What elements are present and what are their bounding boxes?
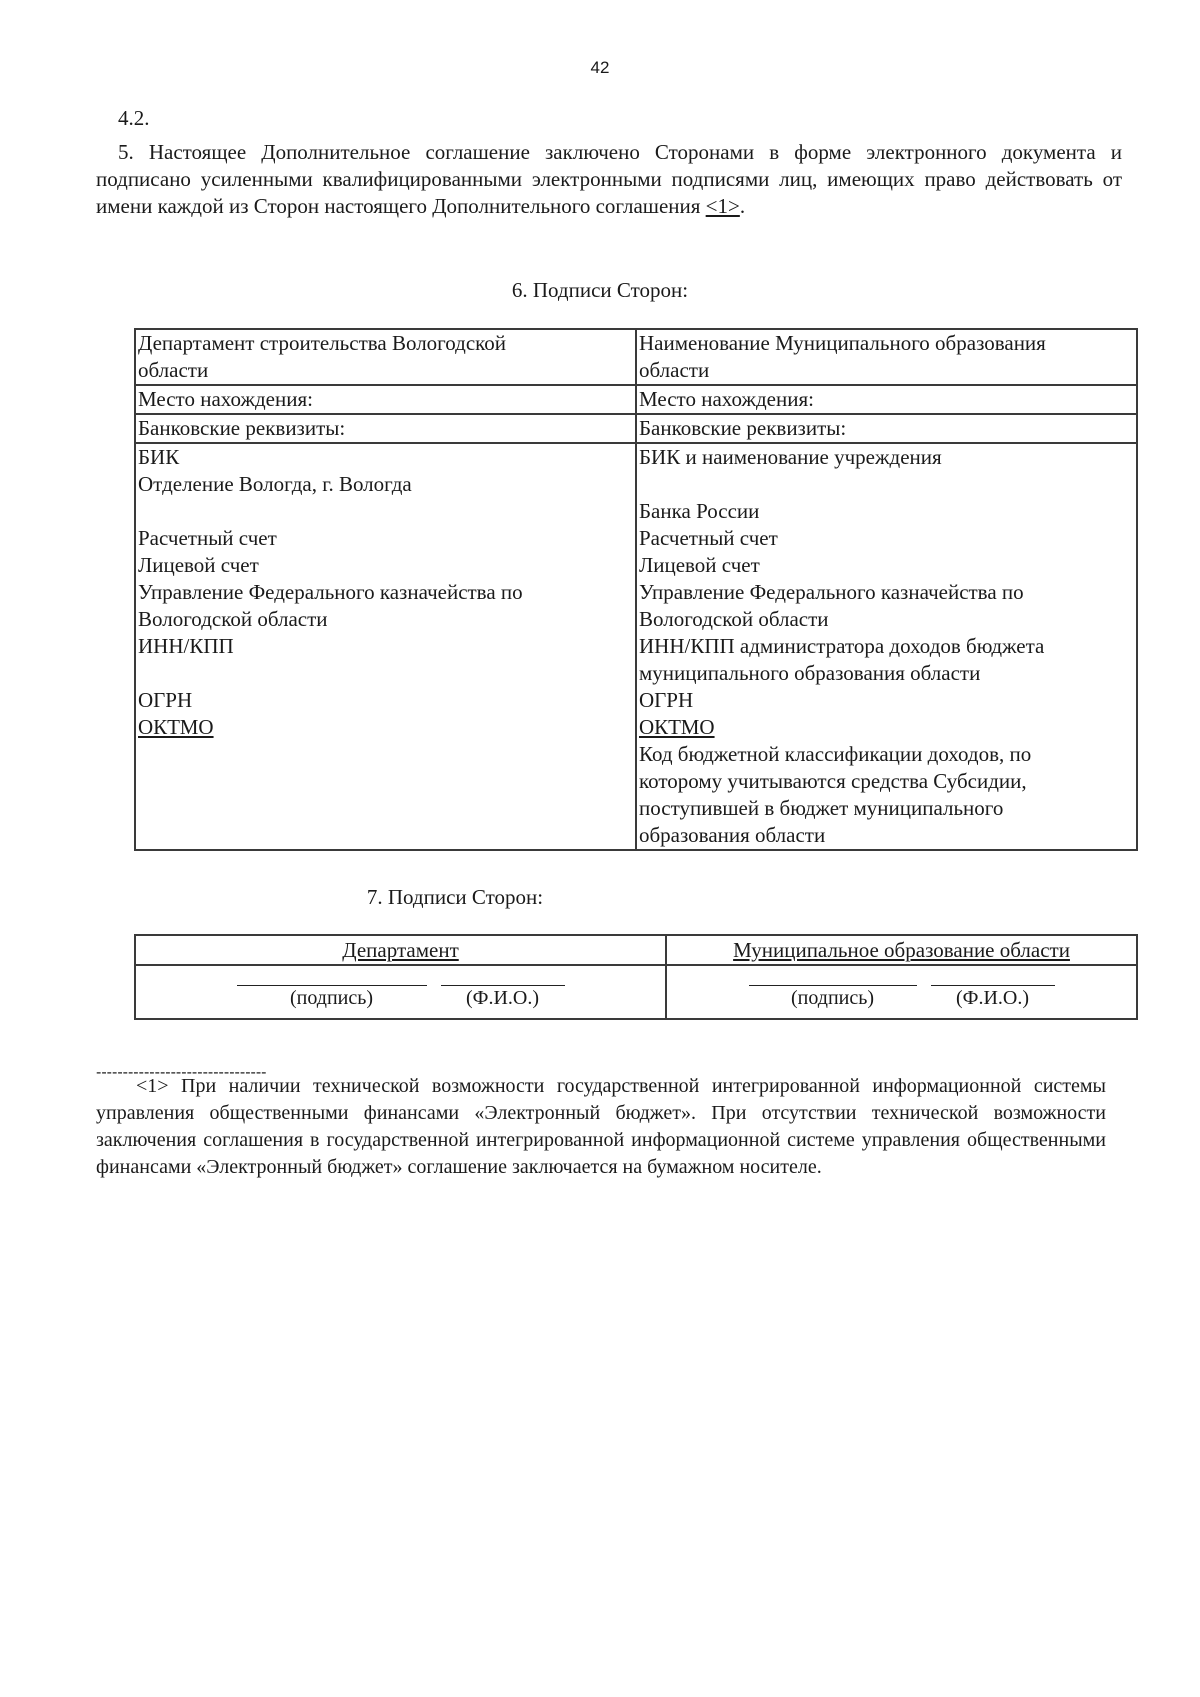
municipality-signature-header <box>666 935 1137 965</box>
department-location-cell: Место нахождения: <box>135 385 636 414</box>
department-name-line2: области <box>138 358 209 382</box>
department-bank-header-cell: Банковские реквизиты: <box>135 414 636 443</box>
signature-caption: (подпись) <box>290 986 374 1009</box>
municipality-name-cell <box>636 329 1137 385</box>
party-details-table <box>134 328 1138 851</box>
clause-5-paragraph <box>96 139 1122 220</box>
department-oktmo-line: ОКТМО <box>138 715 214 739</box>
signatures-header-row <box>135 935 1137 965</box>
bank-header-row <box>135 414 1137 443</box>
department-detail-line: Отделение Вологда, г. Вологда <box>138 472 412 496</box>
department-detail-line: ОГРН <box>138 688 193 712</box>
municipality-signature-field[interactable] <box>749 985 917 1010</box>
footnote-text: <1> При наличии технической возможности государственной интегрированной информационной системы управления общественными финансами «Электронный бюджет». При отсутствии технической возможности заключения соглашения в государственной интегрированной информационной системе управления общественными финансами «Электронный бюджет» соглашение заключается на бумажном носителе. <box>96 1075 1106 1178</box>
footnote-separator: -------------------------------- <box>96 1064 267 1081</box>
department-name-line1: Департамент строительства Вологодской <box>138 331 507 355</box>
department-detail-line <box>138 660 633 687</box>
department-signature-field[interactable] <box>237 985 427 1010</box>
municipality-name-line2: области <box>639 358 710 382</box>
municipality-detail-line <box>639 471 1134 498</box>
municipality-detail-line: Управление Федерального казначейства по <box>639 580 1024 604</box>
municipality-location-cell: Место нахождения: <box>636 385 1137 414</box>
department-detail-line: Вологодской области <box>138 607 328 631</box>
department-detail-line: ИНН/КПП <box>138 634 234 658</box>
municipality-bank-details-cell <box>636 443 1137 850</box>
municipality-detail-line: ОГРН <box>639 688 694 712</box>
department-signature-cell <box>135 965 666 1019</box>
signatures-row <box>135 965 1137 1019</box>
section-6-title: 6. Подписи Сторон: <box>511 278 689 302</box>
municipality-signature-cell <box>666 965 1137 1019</box>
footnote-reference-link[interactable]: <1> <box>705 194 740 218</box>
party-name-row <box>135 329 1137 385</box>
department-bank-details-cell <box>135 443 636 850</box>
signatures-table <box>134 934 1138 1020</box>
municipality-detail-line: Расчетный счет <box>639 526 778 550</box>
department-name-cell <box>135 329 636 385</box>
municipality-detail-line: ИНН/КПП администратора доходов бюджета <box>639 634 1045 658</box>
page-number: 42 <box>590 58 610 77</box>
municipality-kbk-line: образования области <box>639 823 826 847</box>
location-row <box>135 385 1137 414</box>
clause-4-2: 4.2. <box>118 106 150 130</box>
clause-5-end: . <box>739 194 746 218</box>
bank-details-row <box>135 443 1137 850</box>
municipality-signature-lines <box>667 985 1136 1010</box>
department-signature-lines <box>136 985 665 1010</box>
department-signature-header <box>135 935 666 965</box>
section-7-title: 7. Подписи Сторон: <box>366 885 544 909</box>
municipality-kbk-line: Код бюджетной классификации доходов, по <box>639 742 1032 766</box>
signature-caption: (подпись) <box>791 986 875 1009</box>
municipality-oktmo-line: ОКТМО <box>639 715 715 739</box>
name-caption: (Ф.И.О.) <box>466 986 540 1009</box>
municipality-detail-line: Банка России <box>639 499 760 523</box>
municipality-detail-line: БИК и наименование учреждения <box>639 445 942 469</box>
municipality-kbk-line: которому учитываются средства Субсидии, <box>639 769 1027 793</box>
municipality-name-line1: Наименование Муниципального образования <box>639 331 1046 355</box>
department-detail-line: Управление Федерального казначейства по <box>138 580 523 604</box>
department-detail-line <box>138 498 633 525</box>
department-detail-line: Лицевой счет <box>138 553 259 577</box>
clause-5-text: 5. Настоящее Дополнительное соглашение заключено Сторонами в форме электронного документа и подписано усиленными квалифицированными электронными подписями лиц, имеющих право действовать от имени каждой из Сторон настоящего Дополнительного соглашения <box>96 140 1122 218</box>
municipality-detail-line: Вологодской области <box>639 607 829 631</box>
municipality-kbk-line: поступившей в бюджет муниципального <box>639 796 1004 820</box>
name-caption: (Ф.И.О.) <box>956 986 1030 1009</box>
department-header-label: Департамент <box>342 937 459 962</box>
municipality-header-label: Муниципальное образование области <box>733 937 1070 962</box>
department-detail-line: Расчетный счет <box>138 526 277 550</box>
municipality-detail-line: Лицевой счет <box>639 553 760 577</box>
municipality-detail-line: муниципального образования области <box>639 661 981 685</box>
department-detail-line: БИК <box>138 445 180 469</box>
municipality-name-field[interactable] <box>931 985 1055 1010</box>
municipality-bank-header-cell: Банковские реквизиты: <box>636 414 1137 443</box>
department-name-field[interactable] <box>441 985 565 1010</box>
